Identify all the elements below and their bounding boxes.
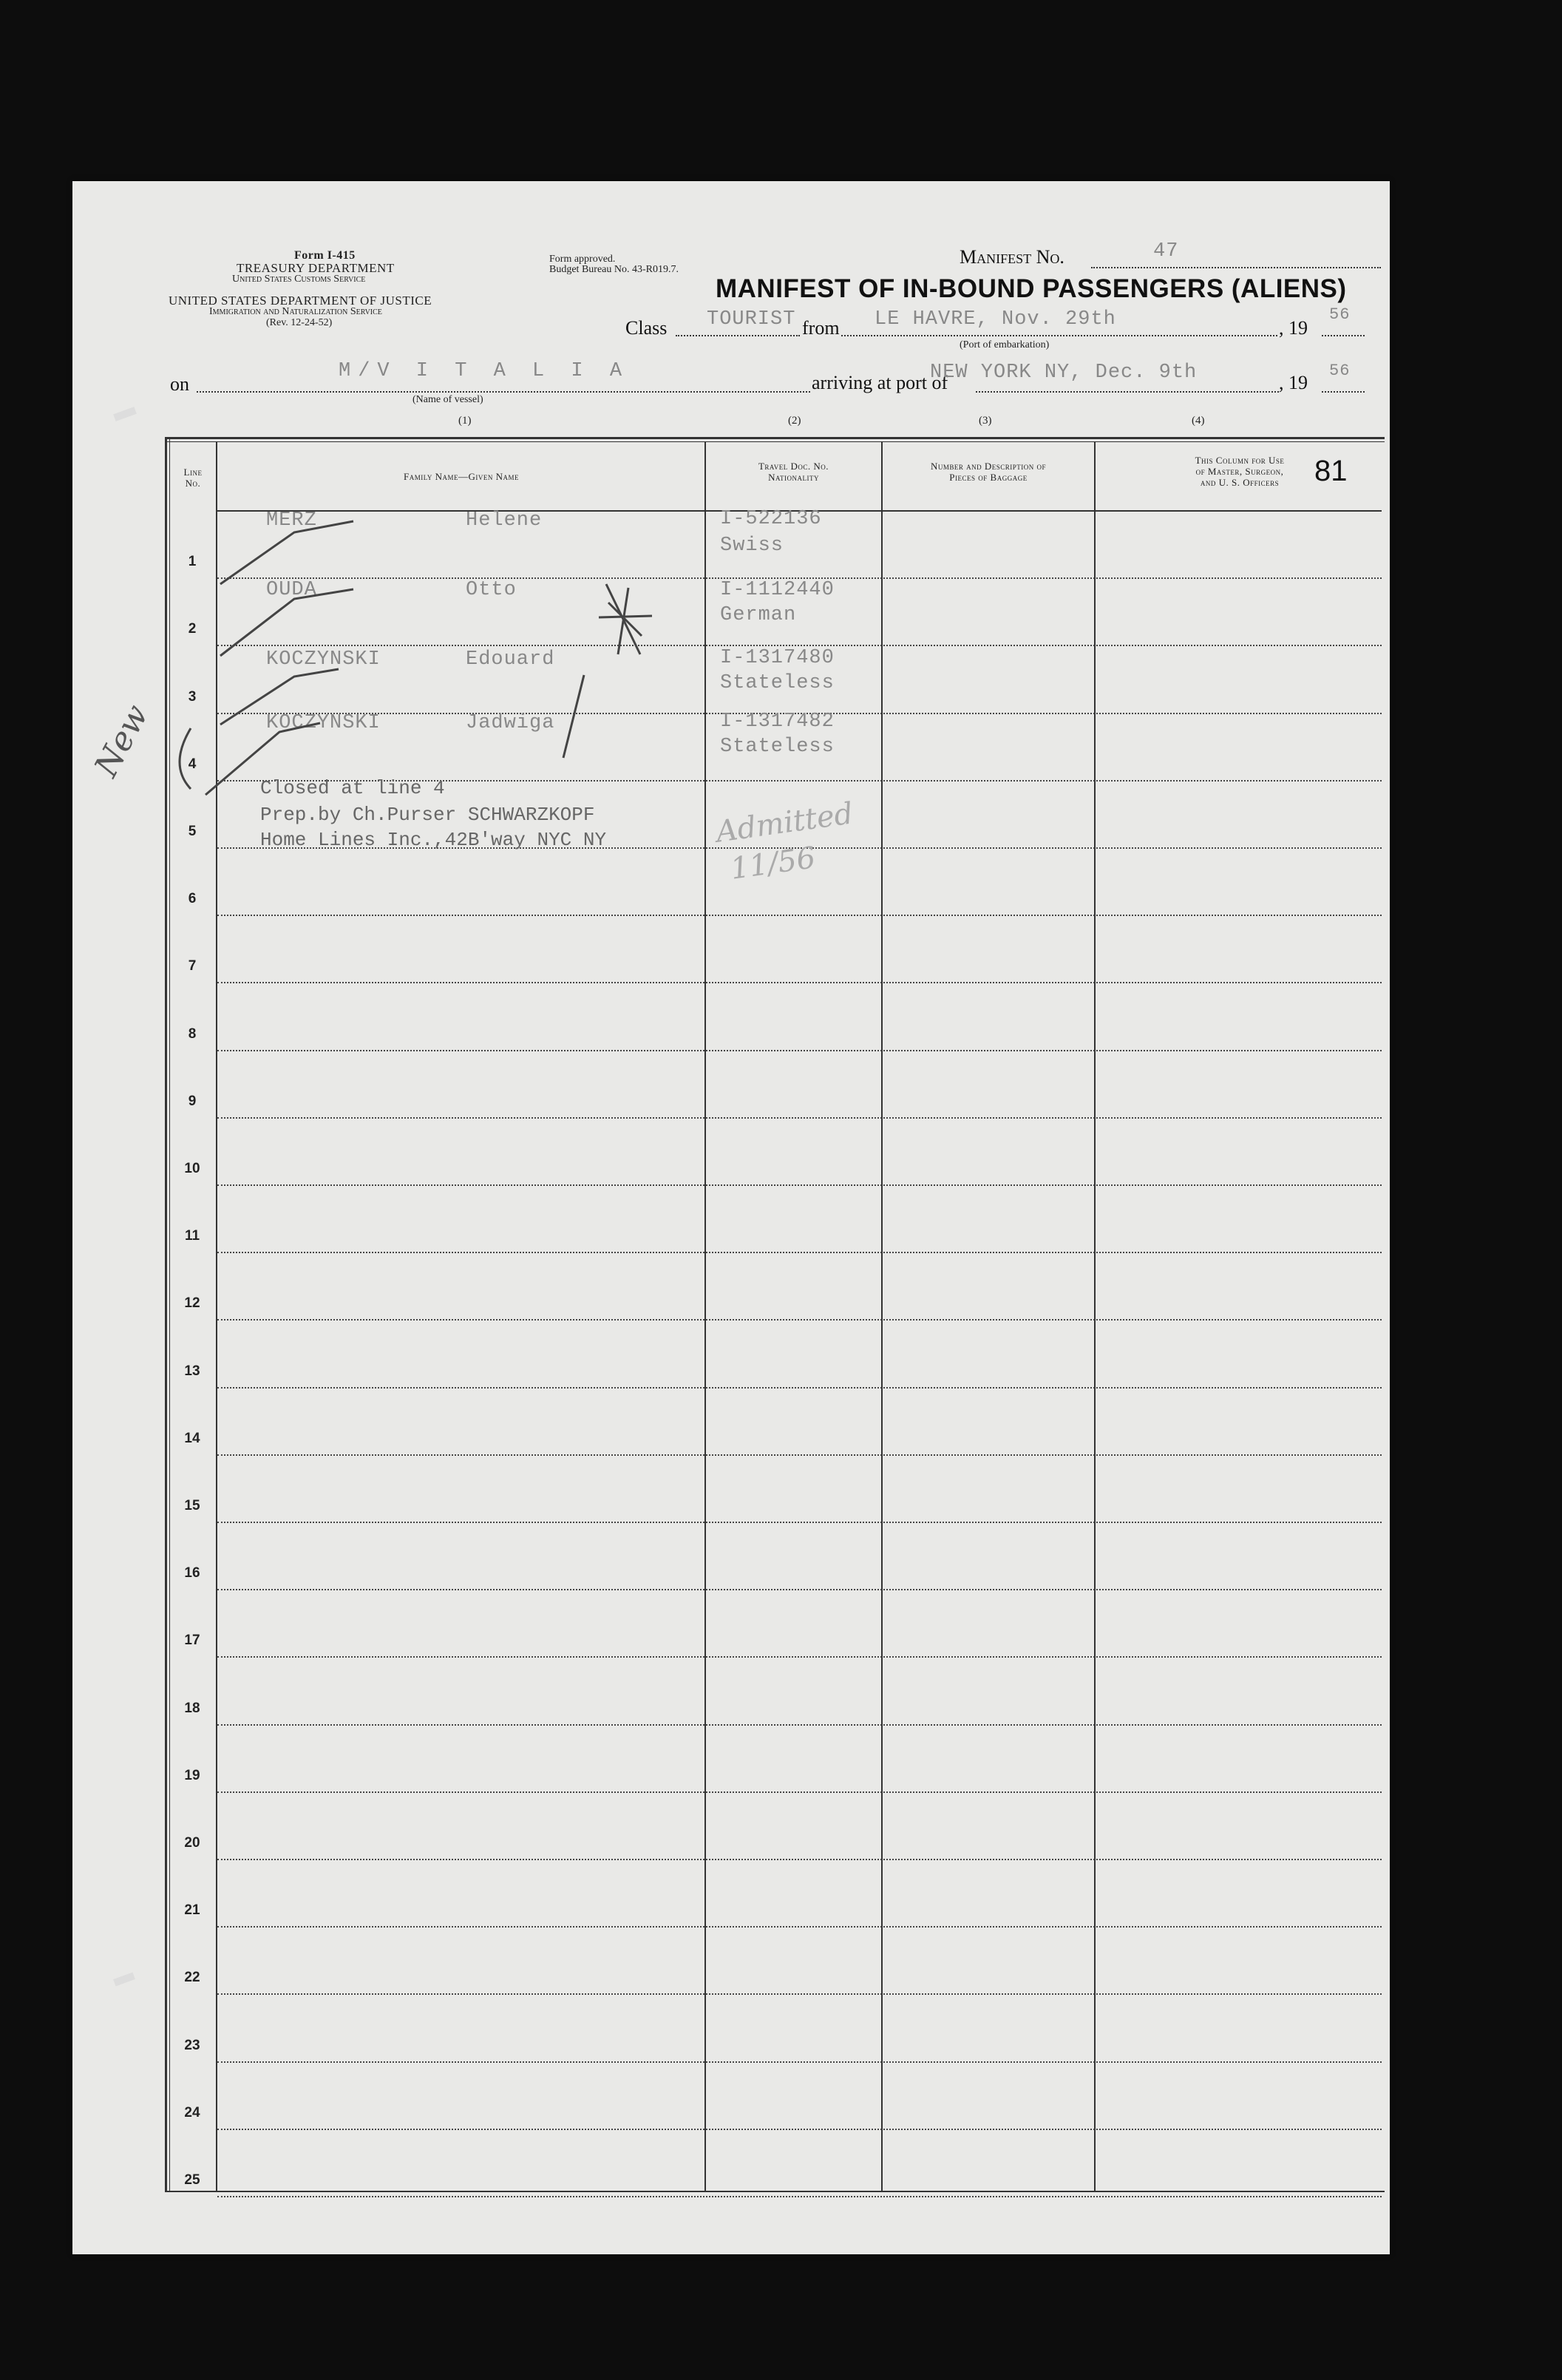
line-number: 7 <box>188 958 197 974</box>
line-number: 20 <box>184 1835 200 1851</box>
row-rule <box>217 1926 1382 1928</box>
brace-mark <box>180 728 191 789</box>
col-header-officers: This Column for Use of Master, Surgeon, and U. S. Officers <box>1195 455 1285 488</box>
row-rule <box>217 1589 1382 1590</box>
check-mark-4 <box>206 723 320 795</box>
row-rule <box>217 1184 1382 1186</box>
treasury-dept: TREASURY DEPARTMENT <box>237 261 395 275</box>
line-number: 11 <box>184 1228 200 1244</box>
line-number: 3 <box>188 688 197 705</box>
col-num-4: (4) <box>1192 415 1205 427</box>
passenger-1-nationality: Swiss <box>720 535 784 557</box>
justice-dept: UNITED STATES DEPARTMENT OF JUSTICE <box>169 294 432 308</box>
col-num-3: (3) <box>979 415 992 427</box>
line-number: 18 <box>184 1700 200 1716</box>
line-number: 14 <box>184 1430 200 1446</box>
line-number: 6 <box>188 891 197 907</box>
col-header-travel: Travel Doc. No. Nationality <box>758 461 829 483</box>
page-number: 81 <box>1314 455 1348 487</box>
line-number: 15 <box>184 1498 200 1513</box>
row-rule <box>217 1252 1382 1253</box>
row-rule <box>217 1387 1382 1389</box>
underline-mark <box>563 675 584 758</box>
admitted-date-note: 11/56 <box>728 841 818 886</box>
admitted-note: Admitted <box>713 796 855 850</box>
closing-line-3: Home Lines Inc.,42B'way NYC NY <box>260 829 607 851</box>
line-number: 4 <box>188 756 197 772</box>
line-number: 9 <box>188 1093 197 1109</box>
check-mark-1 <box>220 521 353 584</box>
row-rule <box>217 2129 1382 2130</box>
passenger-3-doc: I-1317480 <box>720 647 835 669</box>
line-number: 25 <box>184 2172 200 2188</box>
col-header-line: Line No. <box>183 467 203 489</box>
line-number: 21 <box>184 1902 200 1919</box>
passenger-2-family: OUDA <box>266 579 317 601</box>
vessel-caption: (Name of vessel) <box>412 394 483 405</box>
passenger-4-doc: I-1317482 <box>720 711 835 733</box>
passenger-3-nationality: Stateless <box>720 672 835 694</box>
class-label: Class <box>625 317 668 339</box>
col-header-name: Family Name—Given Name <box>404 471 519 482</box>
port-embarkation-caption: (Port of embarkation) <box>960 339 1050 350</box>
col-num-1: (1) <box>458 415 472 427</box>
line-number: 1 <box>188 554 197 570</box>
line-number: 19 <box>184 1767 200 1783</box>
check-mark-2 <box>220 589 353 656</box>
line-number: 16 <box>184 1565 200 1581</box>
col-num-2: (2) <box>788 415 801 427</box>
vessel-name: M/V I T A L I A <box>339 360 630 382</box>
passenger-1-doc: I-522136 <box>720 508 822 530</box>
row-rule <box>217 2061 1382 2063</box>
closing-line-1: Closed at line 4 <box>260 777 445 799</box>
year-1: 56 <box>1329 305 1351 324</box>
passenger-2-doc: I-1112440 <box>720 579 835 601</box>
budget-bureau: Budget Bureau No. 43-R019.7. <box>549 264 679 275</box>
line-number: 8 <box>188 1025 197 1042</box>
row-rule <box>217 1724 1382 1726</box>
asterisk-mark <box>599 584 652 654</box>
manifest-no-label: Manifest No. <box>960 246 1064 268</box>
col-header-baggage: Number and Description of Pieces of Baggage <box>930 461 1047 483</box>
row-rule <box>217 1050 1382 1051</box>
passenger-2-nationality: German <box>720 604 797 626</box>
from-value: LE HAVRE, Nov. 29th <box>875 308 1116 330</box>
form-number: Form I-415 <box>294 249 356 262</box>
passenger-2-given: Otto <box>466 579 517 601</box>
year-prefix-1: , 19 <box>1279 317 1308 339</box>
row-rule <box>217 2196 1382 2197</box>
line-number: 12 <box>184 1295 200 1312</box>
revision-date: (Rev. 12-24-52) <box>266 317 333 328</box>
row-rule <box>217 1117 1382 1119</box>
passenger-4-family: KOCZYNSKI <box>266 712 381 734</box>
form-approved: Form approved. <box>549 254 616 265</box>
row-rule <box>217 1993 1382 1995</box>
passenger-3-family: KOCZYNSKI <box>266 648 381 671</box>
passenger-4-nationality: Stateless <box>720 736 835 758</box>
manifest-page <box>72 181 1390 2254</box>
line-number: 13 <box>184 1363 200 1379</box>
row-rule <box>217 1656 1382 1658</box>
check-mark-3 <box>220 669 339 725</box>
row-rule <box>217 1522 1382 1523</box>
row-rule <box>217 1319 1382 1320</box>
year-prefix-2: , 19 <box>1279 372 1308 393</box>
passenger-1-given: Helene <box>466 509 543 532</box>
passenger-4-given: Jadwiga <box>466 712 555 734</box>
row-rule <box>217 1859 1382 1860</box>
customs-service: United States Customs Service <box>232 274 366 285</box>
row-rule <box>217 1791 1382 1793</box>
passenger-3-given: Edouard <box>466 648 555 671</box>
line-number: 17 <box>184 1633 200 1649</box>
line-number: 2 <box>188 621 197 637</box>
year-2: 56 <box>1329 362 1351 380</box>
class-value: TOURIST <box>707 308 796 330</box>
line-number: 5 <box>188 824 197 839</box>
line-number: 10 <box>184 1161 200 1176</box>
line-number: 23 <box>184 2037 200 2053</box>
closing-line-2: Prep.by Ch.Purser SCHWARZKOPF <box>260 804 595 826</box>
manifest-no-value: 47 <box>1153 240 1179 262</box>
from-label: from <box>802 317 840 339</box>
arrival-value: NEW YORK NY, Dec. 9th <box>930 362 1198 384</box>
table-bottom-rule <box>165 2191 1385 2192</box>
manifest-title: MANIFEST OF IN-BOUND PASSENGERS (ALIENS) <box>716 274 1347 303</box>
on-label: on <box>170 373 189 395</box>
line-number: 22 <box>184 1970 200 1986</box>
ins-service: Immigration and Naturalization Service <box>209 306 382 317</box>
arriving-label: arriving at port of <box>812 372 948 393</box>
row-rule <box>217 1454 1382 1456</box>
margin-note: New <box>87 698 157 783</box>
line-number: 24 <box>184 2104 200 2120</box>
handwritten-marks <box>72 181 1390 994</box>
passenger-1-family: MERZ <box>266 509 317 532</box>
